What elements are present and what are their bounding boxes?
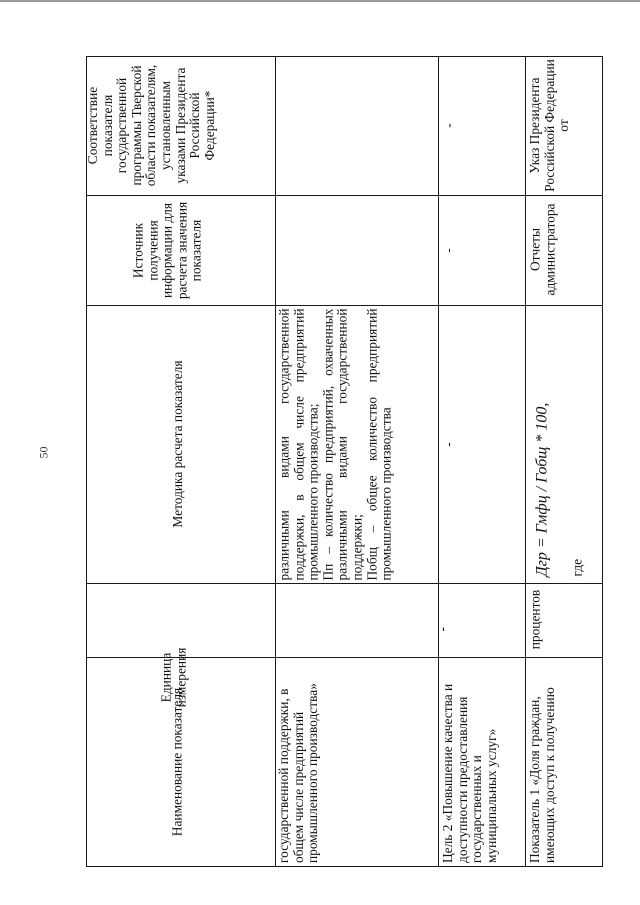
scan-edge [0,0,640,2]
method-text: различными видами государственной поддержки, в общем числе предприятий промышленного производства; Пп – количество предприятий, охваченных различными видами государственной поддержки; Побщ – общее количество предприятий промышленного производства [276,308,394,581]
row2-name: Цель 2 «Повышение качества и доступности предоставления государственных и муниципальных услуг» [440,683,499,863]
row3-unit: процентов [527,589,543,650]
row2-source: - [440,248,456,253]
formula: Дгр = Гмфц / Гобщ * 100, где [533,402,585,577]
header-unit: Единица измерения [158,647,189,708]
row2-unit: - [434,627,450,632]
header-source: Источник получения информации для расчета значения показателя [130,201,204,300]
row2-method: - [440,442,456,447]
row3-compliance: Указ Президента Российской Федерации от [527,59,572,192]
row2-compliance: - [441,123,456,128]
row1-name: государственной поддержки, в общем числе предприятий промышленного производства» [276,683,321,863]
header-name: Наименование показателя [169,687,185,837]
row3-source: Отчеты администратора [527,203,558,296]
header-compliance: Соответствие показателя государственной программы Тверской области показателям, установленным указами Президента Российской Федерации* [85,64,217,187]
row1-method [275,305,438,583]
page-number: 50 [36,446,51,459]
row3-method [525,305,602,583]
header-method: Методика расчета показателя [170,360,185,528]
row3-name: Показатель 1 «Доля граждан, имеющих доступ к получению [527,687,557,863]
